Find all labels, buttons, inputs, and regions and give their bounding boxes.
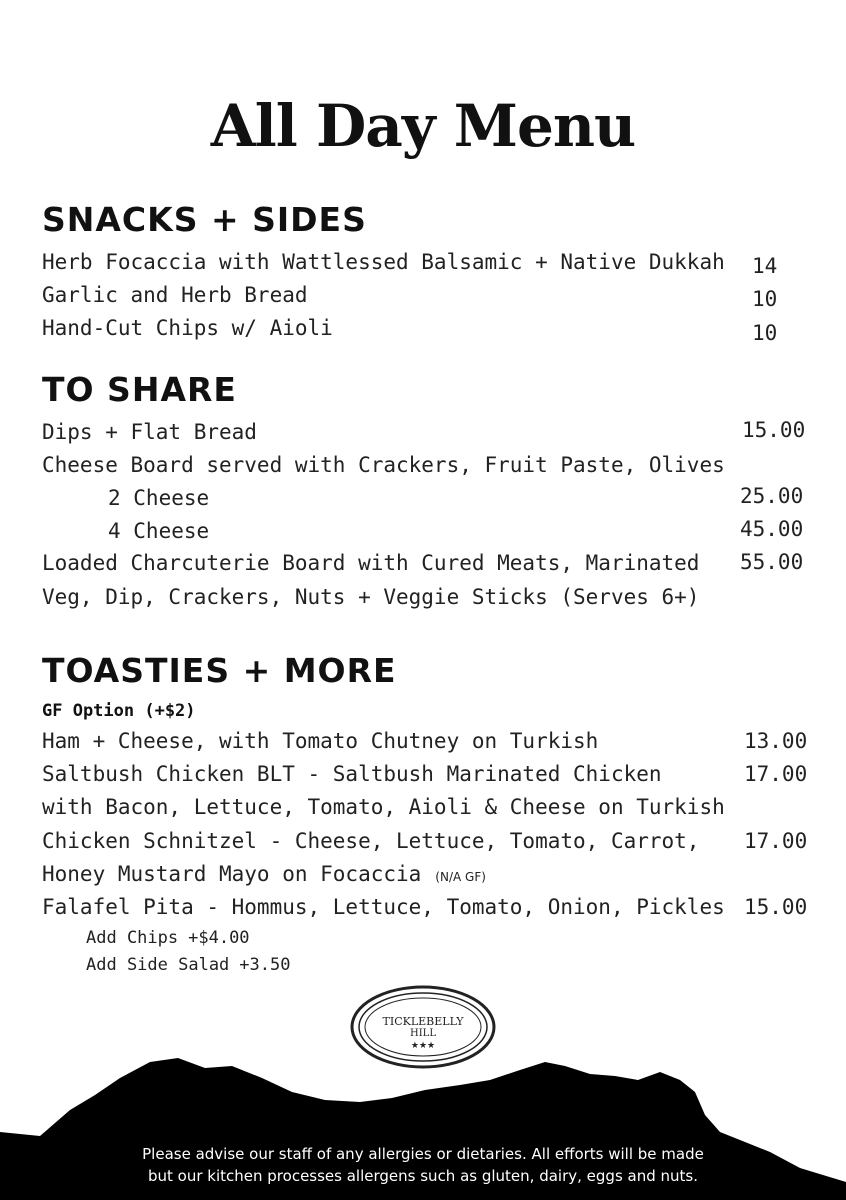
menu-item-name: Dips + Flat Bread [42, 420, 257, 444]
menu-item-name: Ham + Cheese, with Tomato Chutney on Turkish [42, 729, 599, 753]
menu-item-price: 15.00 [744, 895, 808, 919]
menu-item-price: 45.00 [740, 517, 804, 541]
logo-stars: ★★★ [410, 1041, 436, 1051]
addon-name: Add Chips [86, 928, 179, 948]
allergy-disclaimer [0, 1143, 846, 1187]
logo-line-2: HILL [410, 1028, 436, 1039]
menu-item-line [42, 862, 486, 886]
menu-item-price: 10 [752, 287, 778, 311]
menu-item-name: Hand-Cut Chips w/ Aioli [42, 316, 333, 340]
menu-item-name: 4 Cheese [108, 519, 210, 543]
menu-item-name: Honey Mustard Mayo on Focaccia [42, 862, 422, 886]
menu-title: All Day Menu [210, 92, 636, 160]
menu-item-name: Cheese Board served with Crackers, Fruit Paste, Olives [42, 453, 725, 477]
menu-item-name: Veg, Dip, Crackers, Nuts + Veggie Sticks (Serves 6+) [42, 585, 700, 609]
menu-item-price: 10 [752, 321, 778, 345]
disclaimer-line: Please advise our staff of any allergies or dietaries. All efforts will be made [142, 1145, 704, 1163]
addon-item [86, 955, 290, 975]
menu-item-price: 15.00 [742, 418, 806, 442]
gf-option-note: GF Option (+$2) [42, 701, 196, 721]
disclaimer-line: but our kitchen processes allergens such as gluten, dairy, eggs and nuts. [148, 1167, 698, 1185]
not-gf-note: (N/A GF) [435, 870, 486, 884]
menu-item-price: 17.00 [744, 762, 808, 786]
addon-price: +$4.00 [188, 928, 250, 948]
section-heading-share: TO SHARE [42, 370, 237, 409]
menu-item-name: Falafel Pita - Hommus, Lettuce, Tomato, Onion, Pickles [42, 895, 725, 919]
menu-item-name: Chicken Schnitzel - Cheese, Lettuce, Tomato, Carrot, [42, 829, 700, 853]
section-heading-snacks: SNACKS + SIDES [42, 200, 367, 239]
menu-item-name: Saltbush Chicken BLT - Saltbush Marinated Chicken [42, 762, 662, 786]
section-heading-toasties: TOASTIES + MORE [42, 651, 397, 690]
addon-name: Add Side Salad [86, 955, 230, 975]
menu-item-name: with Bacon, Lettuce, Tomato, Aioli & Cheese on Turkish [42, 795, 725, 819]
menu-item-price: 13.00 [744, 729, 808, 753]
addon-item [86, 928, 250, 948]
menu-item-name: Loaded Charcuterie Board with Cured Meats, Marinated [42, 551, 700, 575]
menu-item-price: 17.00 [744, 829, 808, 853]
menu-item-price: 55.00 [740, 550, 804, 574]
menu-item-name: Herb Focaccia with Wattlessed Balsamic + Native Dukkah [42, 250, 725, 274]
menu-item-price: 25.00 [740, 484, 804, 508]
logo-line-1: TICKLEBELLY [382, 1015, 464, 1028]
addon-price: +3.50 [239, 955, 291, 975]
menu-item-name: Garlic and Herb Bread [42, 283, 308, 307]
menu-item-name: 2 Cheese [108, 486, 210, 510]
menu-item-price: 14 [752, 254, 778, 278]
